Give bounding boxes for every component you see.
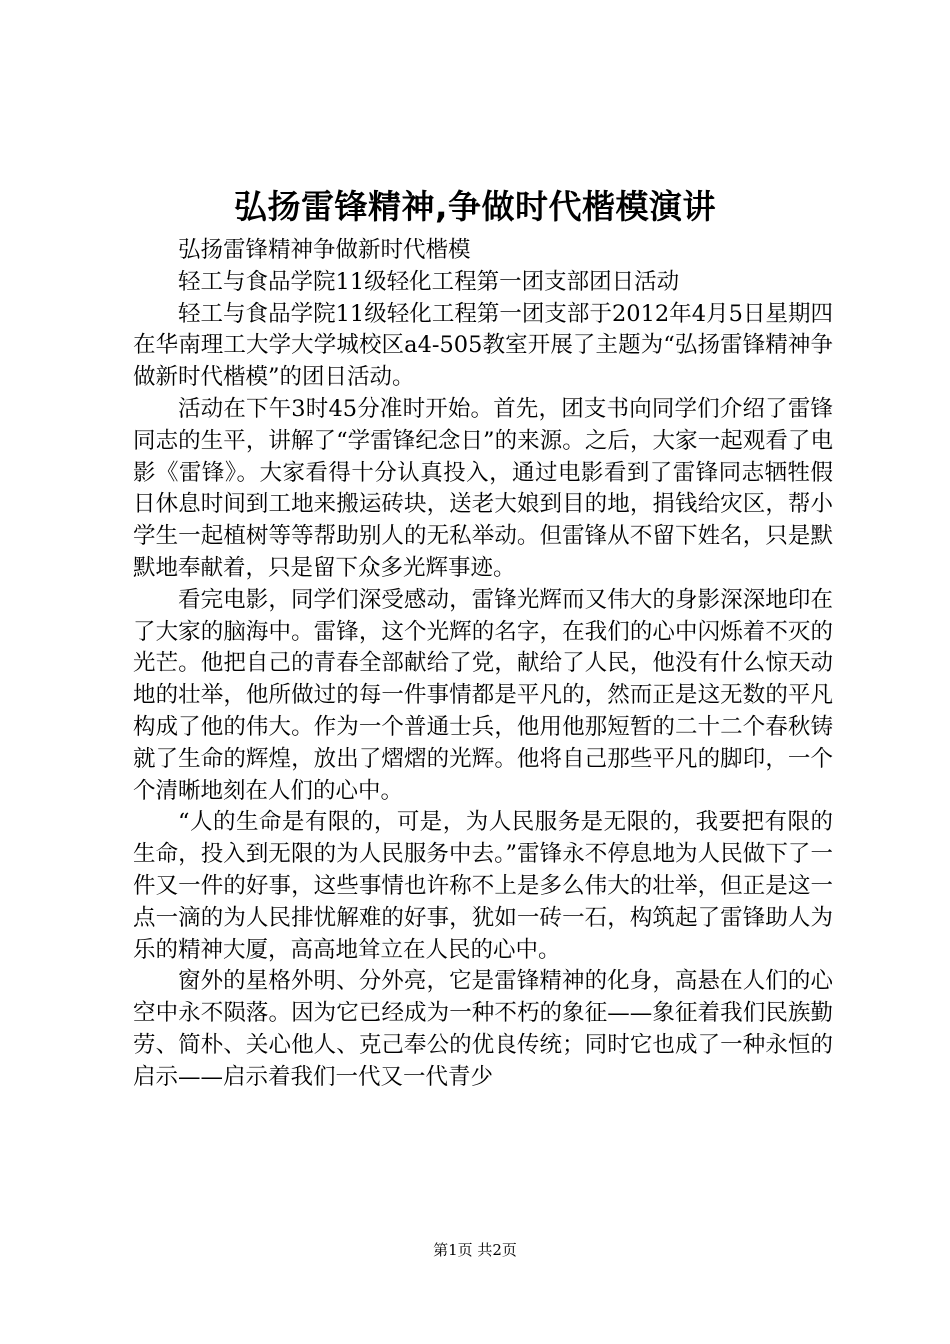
paragraph-star: 窗外的星格外明、分外亮，它是雷锋精神的化身，高悬在人们的心空中永不陨落。因为它已经成为一种不朽的象征——象征着我们民族勤劳、简朴、关心他人、克己奉公的优良传统；同时它也成了一种永恒的启示——启示着我们一代又一代青少 — [133, 968, 833, 1090]
page-footer: 第1页 共2页 — [433, 1241, 517, 1259]
paragraph-event-intro: 轻工与食品学院11级轻化工程第一团支部于2012年4月5日星期四在华南理工大学大学城校区a4-505教室开展了主题为“弘扬雷锋精神争做新时代楷模”的团日活动。 — [133, 300, 833, 391]
document-body — [133, 235, 833, 1094]
paragraph-organizer: 轻工与食品学院11级轻化工程第一团支部团日活动 — [178, 268, 680, 295]
document-title: 弘扬雷锋精神,争做时代楷模演讲 — [233, 187, 717, 226]
paragraph-reflection: 看完电影，同学们深受感动，雷锋光辉而又伟大的身影深深地印在了大家的脑海中。雷锋，这个光辉的名字，在我们的心中闪烁着不灭的光芒。他把自己的青春全部献给了党，献给了人民，他没有什么惊天动地的壮举，他所做过的每一件事情都是平凡的，然而正是这无数的平凡构成了他的伟大。作为一个普通士兵，他用他那短暂的二十二个春秋铸就了生命的辉煌，放出了熠熠的光辉。他将自己那些平凡的脚印，一个个清晰地刻在人们的心中。 — [133, 586, 833, 804]
paragraph-activity: 活动在下午3时45分准时开始。首先，团支书向同学们介绍了雷锋同志的生平，讲解了“学雷锋纪念日”的来源。之后，大家一起观看了电影《雷锋》。大家看得十分认真投入，通过电影看到了雷锋同志牺牲假日休息时间到工地来搬运砖块，送老大娘到目的地，捐钱给灾区，帮小学生一起植树等等帮助别人的无私举动。但雷锋从不留下姓名，只是默默地奉献着，只是留下众多光辉事迹。 — [133, 395, 833, 581]
paragraph-subtitle: 弘扬雷锋精神争做新时代楷模 — [178, 237, 471, 263]
paragraph-quote: “人的生命是有限的，可是，为人民服务是无限的，我要把有限的生命，投入到无限的为人民服务中去。”雷锋永不停息地为人民做下了一件又一件的好事，这些事情也许称不上是多么伟大的壮举，但正是这一点一滴的为人民排忧解难的好事，犹如一砖一石，构筑起了雷锋助人为乐的精神大厦，高高地耸立在人民的心中。 — [133, 809, 833, 963]
